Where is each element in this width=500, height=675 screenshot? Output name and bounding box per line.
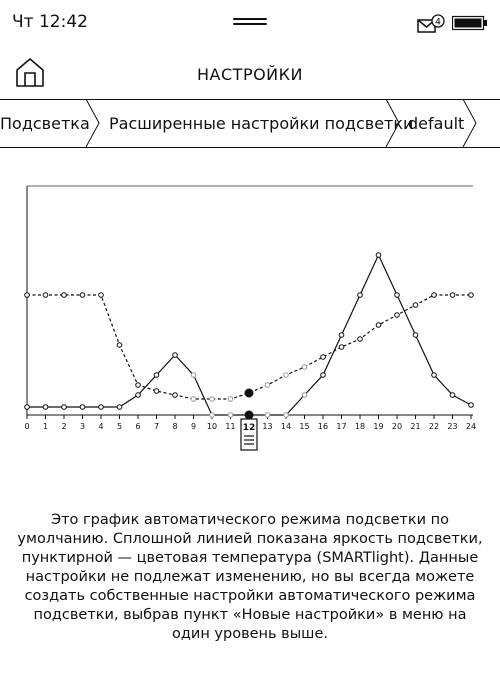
chart-description: Это график автоматического режима подсветки по умолчанию. Сплошной линией показана яркость подсветки, пунктирной — цветовая температура (SMARTlight). Данные настройки не подлежат изменению, но вы всегда можете создать собственные настройки автоматического режима подсветки, выбрав пункт «Новые настройки» в меню на один уровень выше. — [17, 512, 483, 642]
color-temperature-point — [117, 343, 122, 348]
brightness-point — [25, 405, 30, 410]
brightness-point — [284, 413, 289, 418]
color-temperature-point — [321, 355, 326, 360]
backlight-schedule-chart — [0, 175, 500, 455]
color-temperature-point — [413, 303, 418, 308]
brightness-point — [339, 333, 344, 338]
brightness-point — [358, 293, 363, 298]
breadcrumb — [0, 99, 500, 148]
brightness-point — [62, 405, 67, 410]
x-tick-label: 13 — [262, 422, 273, 431]
brightness-point — [413, 333, 418, 338]
x-tick-label: 19 — [373, 422, 384, 431]
color-temperature-point — [62, 293, 67, 298]
brightness-point — [432, 373, 437, 378]
brightness-point — [99, 405, 104, 410]
x-tick-label: 8 — [172, 422, 178, 431]
breadcrumb-item-backlight[interactable]: Подсветка — [0, 114, 90, 133]
color-temperature-point — [395, 313, 400, 318]
breadcrumb-separator-icon — [85, 99, 103, 147]
x-tick-label: 5 — [116, 422, 123, 431]
status-bar — [0, 0, 500, 46]
x-tick-label: 24 — [465, 422, 477, 431]
brightness-point — [173, 353, 178, 358]
x-tick-label: 23 — [447, 422, 458, 431]
color-temperature-point — [469, 293, 474, 298]
brightness-point — [117, 405, 122, 410]
x-tick-label: 22 — [428, 422, 440, 431]
color-temperature-point — [173, 393, 178, 398]
breadcrumb-separator-icon — [385, 99, 403, 147]
x-tick-label: 4 — [98, 422, 104, 431]
color-temperature-point — [25, 293, 30, 298]
brightness-point — [321, 373, 326, 378]
x-tick-label: 1 — [42, 422, 49, 431]
x-tick-label: 10 — [206, 422, 218, 431]
current-hour-label: 12 — [242, 423, 256, 433]
x-tick-label: 21 — [410, 422, 421, 431]
x-tick-label: 17 — [336, 422, 347, 431]
color-temperature-point — [376, 323, 381, 328]
status-time: Чт 12:42 — [12, 12, 88, 32]
color-temperature-point — [339, 345, 344, 350]
color-temperature-point — [228, 397, 233, 402]
mail-count-badge: 4 — [435, 17, 441, 28]
color-temperature-point — [80, 293, 85, 298]
color-temperature-point — [43, 293, 48, 298]
color-temperature-point — [358, 337, 363, 342]
x-tick-label: 20 — [391, 422, 403, 431]
brightness-point — [376, 253, 381, 258]
brightness-point — [191, 373, 196, 378]
brightness-point — [469, 403, 474, 408]
brightness-point — [265, 413, 270, 418]
header — [0, 46, 500, 100]
x-tick-label: 9 — [190, 422, 197, 431]
color-temperature-point — [432, 293, 437, 298]
color-temperature-point — [245, 389, 253, 397]
x-tick-label: 15 — [299, 422, 310, 431]
x-tick-label: 2 — [61, 422, 67, 431]
x-tick-label: 6 — [135, 422, 141, 431]
color-temperature-point — [136, 383, 141, 388]
brightness-point — [80, 405, 85, 410]
brightness-point — [154, 373, 159, 378]
drag-handle-icon[interactable] — [233, 18, 267, 26]
x-tick-label: 14 — [280, 422, 292, 431]
breadcrumb-item-advanced-backlight[interactable]: Расширенные настройки подсветки — [109, 114, 414, 133]
x-tick-label: 11 — [225, 422, 236, 431]
color-temperature-point — [284, 373, 289, 378]
brightness-point — [210, 413, 215, 418]
color-temperature-point — [210, 397, 215, 402]
battery-icon — [452, 15, 488, 31]
brightness-point — [450, 393, 455, 398]
x-tick-label: 3 — [79, 422, 86, 431]
brightness-point — [228, 413, 233, 418]
breadcrumb-item-default[interactable]: default — [408, 114, 465, 133]
color-temperature-point — [450, 293, 455, 298]
color-temperature-point — [191, 397, 196, 402]
breadcrumb-separator-icon — [462, 99, 480, 147]
brightness-point — [43, 405, 48, 410]
page-title: НАСТРОЙКИ — [197, 65, 303, 84]
color-temperature-point — [302, 365, 307, 370]
color-temperature-point — [265, 383, 270, 388]
brightness-point — [245, 411, 253, 419]
x-tick-label: 16 — [317, 422, 329, 431]
brightness-point — [395, 293, 400, 298]
x-tick-label: 18 — [354, 422, 366, 431]
x-tick-label: 7 — [153, 422, 160, 431]
brightness-point — [302, 393, 307, 398]
brightness-point — [136, 393, 141, 398]
x-tick-label: 0 — [24, 422, 30, 431]
color-temperature-point — [154, 389, 159, 394]
color-temperature-point — [99, 293, 104, 298]
mail-icon[interactable] — [417, 14, 445, 36]
